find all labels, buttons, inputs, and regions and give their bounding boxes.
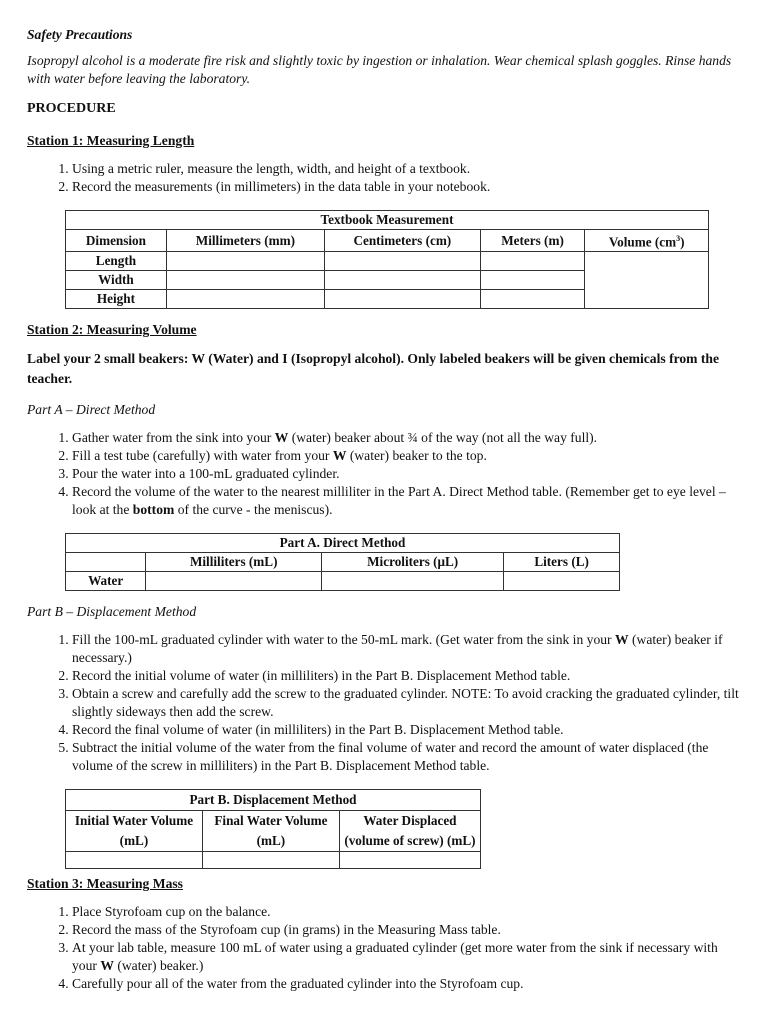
column-header: Millimeters (mm) <box>166 230 324 252</box>
column-header: Centimeters (cm) <box>324 230 480 252</box>
list-item: 2. Record the initial volume of water (in milliliters) in the Part B. Displacement Method table. <box>72 667 740 685</box>
list-item: 3. At your lab table, measure 100 mL of water using a graduated cylinder (get more water from the sink if necessary with your W (water) beaker.) <box>72 939 740 975</box>
table-caption: Textbook Measurement <box>66 211 709 230</box>
table-cell[interactable] <box>322 572 504 591</box>
table-cell[interactable] <box>324 271 480 290</box>
list-item: 1. Using a metric ruler, measure the length, width, and height of a textbook. <box>72 160 740 178</box>
safety-text: Isopropyl alcohol is a moderate fire risk and slightly toxic by ingestion or inhalation. Wear chemical splash goggles. Rinse hands with water before leaving the laboratory. <box>27 53 732 86</box>
table-row <box>66 252 709 271</box>
table-cell[interactable] <box>66 852 203 869</box>
list-item: 4. Record the final volume of water (in milliliters) in the Part B. Displacement Method table. <box>72 721 740 739</box>
list-item: 2. Record the mass of the Styrofoam cup (in grams) in the Measuring Mass table. <box>72 921 740 939</box>
table-header-row <box>66 230 709 252</box>
station3-title: Station 3: Measuring Mass <box>27 876 183 892</box>
list-item: 1. Fill the 100-mL graduated cylinder with water to the 50-mL mark. (Get water from the sink in your W (water) beaker if necessary.) <box>72 631 740 667</box>
list-item: 2. Fill a test tube (carefully) with water from your W (water) beaker to the top. <box>72 447 740 465</box>
list-item: 5. Subtract the initial volume of the water from the final volume of water and record the amount of water displaced (the volume of the screw in milliliters) in the Part B. Displacement Method table. <box>72 739 740 775</box>
table-cell[interactable] <box>324 252 480 271</box>
row-label: Length <box>66 252 167 271</box>
list-item: 1. Gather water from the sink into your W (water) beaker about ¾ of the way (not all the way full). <box>72 429 740 447</box>
column-header: Dimension <box>66 230 167 252</box>
table-cell[interactable] <box>480 290 585 309</box>
partA-steps <box>27 429 740 519</box>
column-header: Milliliters (mL) <box>146 553 322 572</box>
list-item: 3. Obtain a screw and carefully add the screw to the graduated cylinder. NOTE: To avoid cracking the graduated cylinder, tilt slightly sideways then add the screw. <box>72 685 740 721</box>
column-header: Final Water Volume (mL) <box>202 811 339 852</box>
list-item: 4. Carefully pour all of the water from the graduated cylinder into the Styrofoam cup. <box>72 975 740 993</box>
textbook-measurement-table <box>65 210 709 309</box>
table-cell[interactable] <box>146 572 322 591</box>
partA-title: Part A – Direct Method <box>27 402 156 418</box>
procedure-heading: PROCEDURE <box>27 101 116 116</box>
table-cell[interactable] <box>504 572 620 591</box>
station2-title: Station 2: Measuring Volume <box>27 322 197 338</box>
table-header-row <box>66 553 620 572</box>
displacement-method-table <box>65 789 481 869</box>
list-item: 3. Pour the water into a 100-mL graduated cylinder. <box>72 465 740 483</box>
column-header <box>66 553 146 572</box>
column-header: Meters (m) <box>480 230 585 252</box>
column-header-volume: Volume $(cm^3)$ <box>585 230 709 252</box>
table-row <box>66 852 481 869</box>
row-label: Width <box>66 271 167 290</box>
station1-steps <box>27 160 740 196</box>
label-instruction: Label your 2 small beakers: W (Water) and I (Isopropyl alcohol). Only labeled beakers will be given chemicals from the teacher. <box>27 351 720 387</box>
column-header: Water Displaced (volume of screw) (mL) <box>339 811 480 852</box>
table-header-row <box>66 811 481 852</box>
column-header: Initial Water Volume (mL) <box>66 811 203 852</box>
table-cell[interactable] <box>480 271 585 290</box>
direct-method-table <box>65 533 620 591</box>
column-header: Liters (L) <box>504 553 620 572</box>
table-cell[interactable] <box>480 252 585 271</box>
list-item: 1. Place Styrofoam cup on the balance. <box>72 903 740 921</box>
volume-cell[interactable] <box>585 252 709 309</box>
column-header: Microliters (μL) <box>322 553 504 572</box>
station3-steps <box>27 903 740 993</box>
row-label: Water <box>66 572 146 591</box>
list-item: 4. Record the volume of the water to the nearest milliliter in the Part A. Direct Method table. (Remember get to eye level – look at the bottom of the curve - the meniscus). <box>72 483 740 519</box>
table-cell[interactable] <box>166 252 324 271</box>
row-label: Height <box>66 290 167 309</box>
partB-steps <box>27 631 740 775</box>
table-cell[interactable] <box>166 290 324 309</box>
table-cell[interactable] <box>202 852 339 869</box>
table-cell[interactable] <box>339 852 480 869</box>
station1-title: Station 1: Measuring Length <box>27 133 195 148</box>
table-cell[interactable] <box>324 290 480 309</box>
table-cell[interactable] <box>166 271 324 290</box>
list-item: 2. Record the measurements (in millimeters) in the data table in your notebook. <box>72 178 740 196</box>
partB-title: Part B – Displacement Method <box>27 604 197 620</box>
table-caption: Part A. Direct Method <box>66 534 620 553</box>
safety-title: Safety Precautions <box>27 27 133 42</box>
table-row <box>66 572 620 591</box>
table-caption: Part B. Displacement Method <box>66 790 481 811</box>
